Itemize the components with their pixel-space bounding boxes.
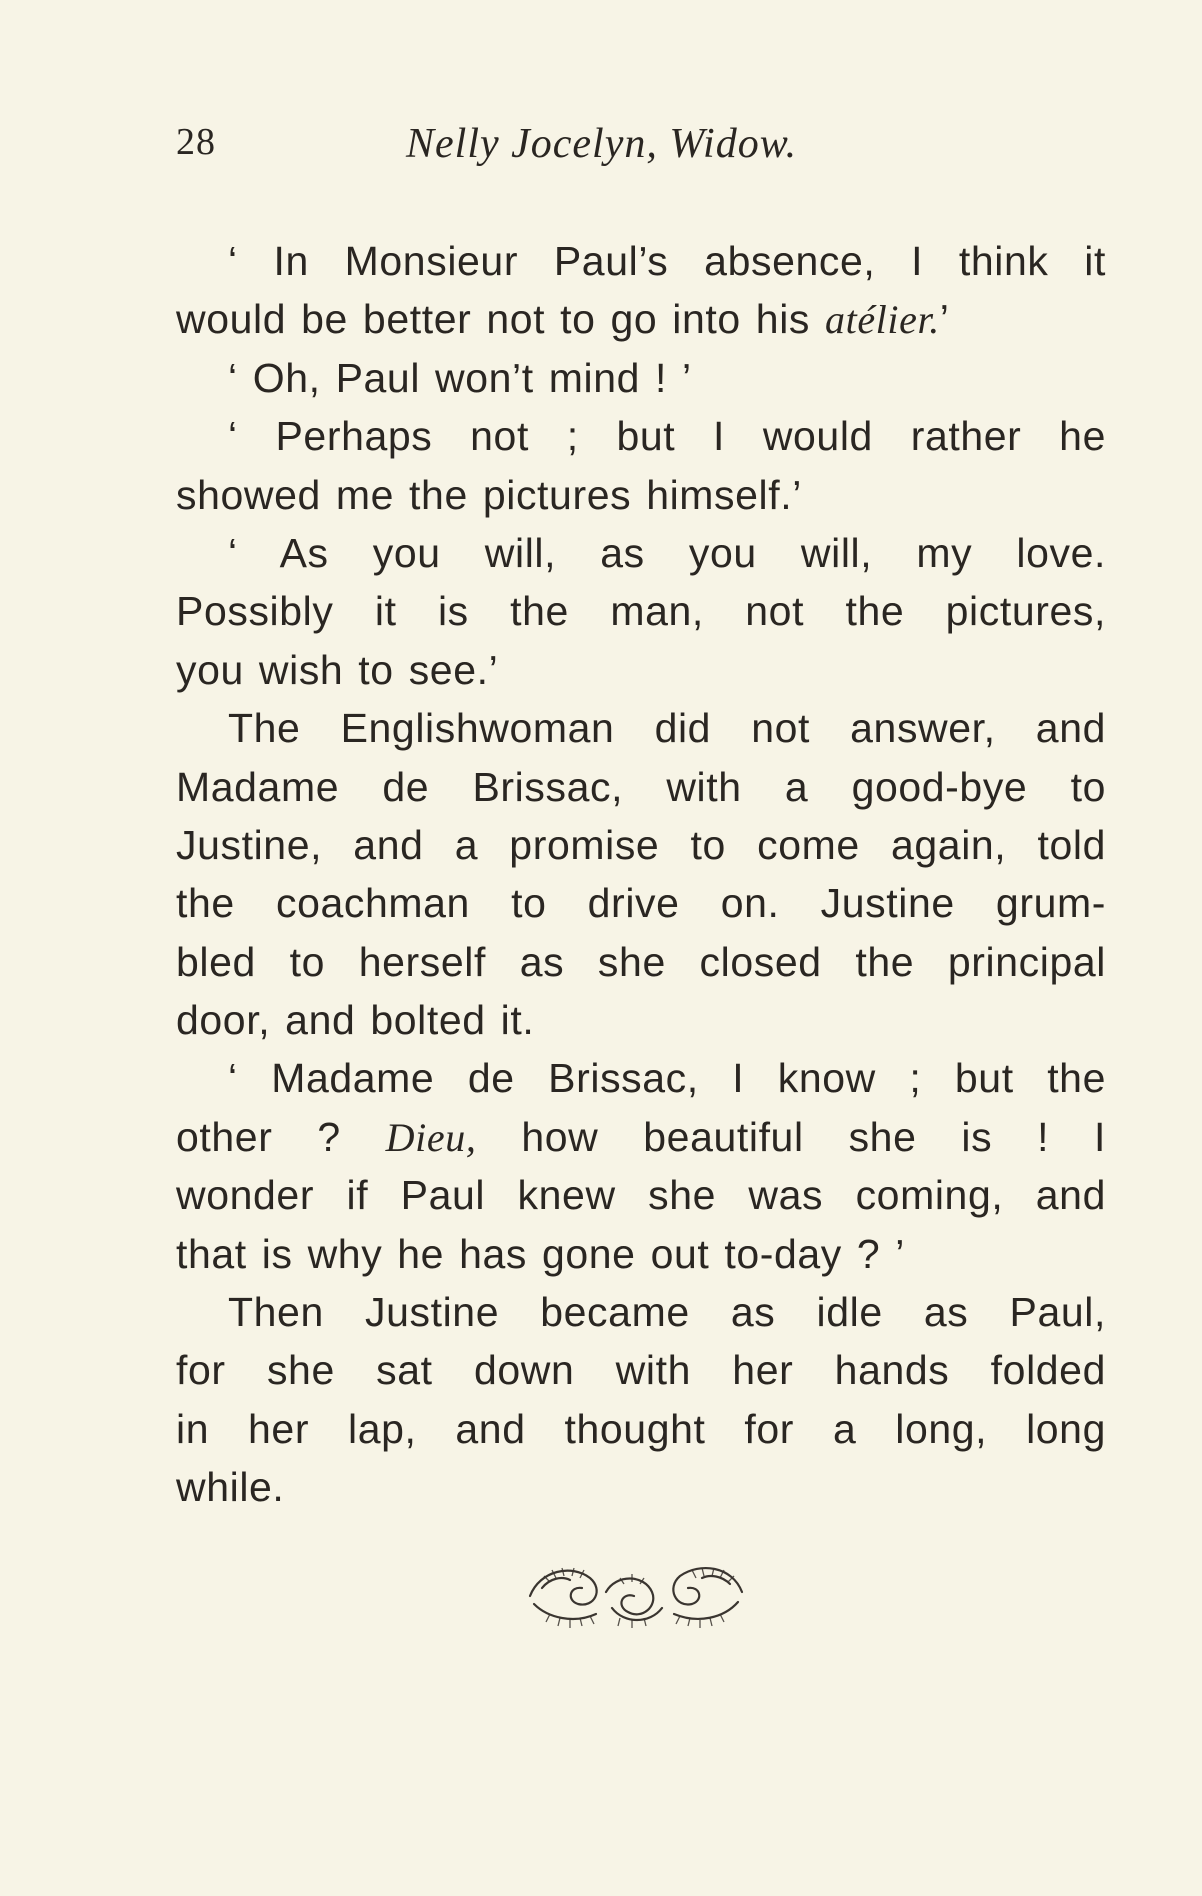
italic-word: Dieu, [385, 1114, 477, 1160]
page-header [176, 120, 1106, 180]
text-line: ‘ Perhaps not ; but I would rather he [228, 413, 1106, 460]
text-line: ‘ Oh, Paul won’t mind ! ’ [228, 354, 692, 401]
page-number: 28 [176, 121, 216, 163]
text-line: Possibly it is the man, not the pictures, [176, 588, 1106, 635]
text-line [176, 1108, 1106, 1166]
text-line: you wish to see.’ [176, 646, 499, 693]
text-line: ‘ Madame de Brissac, I know ; but the [228, 1055, 1106, 1102]
text-line: Justine, and a promise to come again, told [176, 821, 1106, 868]
floral-tailpiece-ornament-icon [520, 1548, 752, 1636]
running-title: Nelly Jocelyn, Widow. [406, 121, 798, 167]
text-line: the coachman to drive on. Justine grum- [176, 880, 1106, 927]
text-line: that is why he has gone out to-day ? ’ [176, 1230, 906, 1277]
text-line: for she sat down with her hands folded [176, 1347, 1106, 1394]
text-run: how beautiful she is ! I [476, 1113, 1106, 1160]
text-line: showed me the pictures himself.’ [176, 471, 802, 518]
text-line: ‘ In Monsieur Paul’s absence, I think it [228, 238, 1106, 284]
text-line: bled to herself as she closed the principal [176, 938, 1106, 985]
text-line: in her lap, and thought for a long, long [176, 1405, 1106, 1452]
text-line: wonder if Paul knew she was coming, and [176, 1172, 1106, 1219]
body-text [176, 232, 1106, 1517]
text-line: door, and bolted it. [176, 997, 535, 1044]
text-line: ‘ As you will, as you will, my love. [228, 529, 1106, 576]
text-line: while. [176, 1464, 285, 1511]
text-line: The Englishwoman did not answer, and [228, 705, 1106, 752]
text-run: ’ [939, 296, 950, 343]
text-line: Then Justine became as idle as Paul, [228, 1289, 1106, 1336]
text-run: other ? [176, 1113, 386, 1160]
text-line [176, 290, 1106, 348]
italic-word: atélier. [825, 297, 940, 343]
text-run: would be better not to go into his [176, 296, 826, 343]
text-line: Madame de Brissac, with a good-bye to [176, 763, 1106, 810]
